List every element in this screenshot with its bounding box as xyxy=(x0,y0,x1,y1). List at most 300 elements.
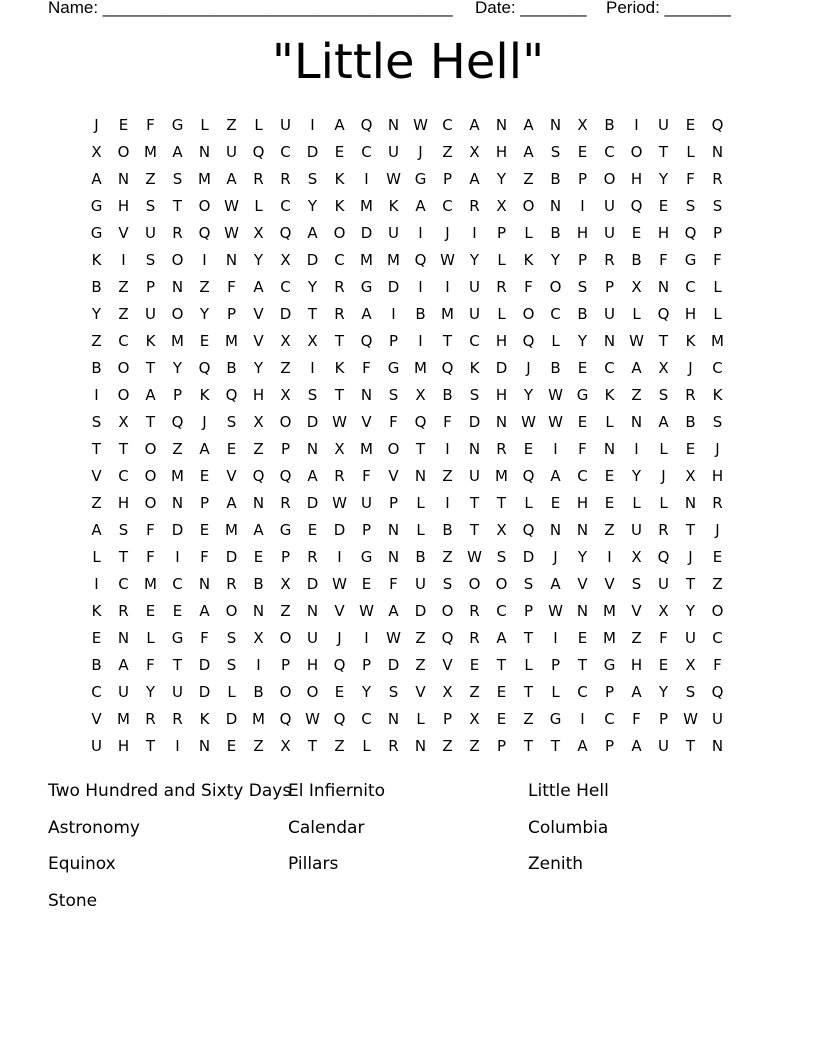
grid-letter[interactable]: A xyxy=(199,439,210,458)
grid-letter[interactable]: Q xyxy=(441,358,454,377)
grid-letter[interactable]: B xyxy=(442,520,453,539)
grid-letter[interactable]: F xyxy=(362,466,371,485)
grid-letter[interactable]: F xyxy=(524,277,533,296)
grid-letter[interactable]: H xyxy=(117,493,130,512)
grid-letter[interactable]: A xyxy=(631,736,642,755)
grid-letter[interactable]: V xyxy=(388,466,399,485)
grid-letter[interactable]: L xyxy=(92,547,101,566)
grid-letter[interactable]: N xyxy=(252,601,265,620)
grid-letter[interactable]: A xyxy=(361,304,372,323)
grid-letter[interactable]: U xyxy=(361,493,372,512)
grid-letter[interactable]: B xyxy=(550,223,561,242)
grid-letter[interactable]: A xyxy=(388,601,399,620)
grid-letter[interactable]: D xyxy=(306,574,319,593)
grid-letter[interactable]: O xyxy=(279,628,292,647)
grid-letter[interactable]: G xyxy=(360,547,373,566)
grid-letter[interactable]: L xyxy=(362,736,371,755)
grid-letter[interactable]: Z xyxy=(442,547,453,566)
grid-letter[interactable]: D xyxy=(279,304,292,323)
grid-letter[interactable]: S xyxy=(469,385,480,404)
grid-letter[interactable]: C xyxy=(712,628,723,647)
grid-letter[interactable]: R xyxy=(712,169,723,188)
grid-letter[interactable]: U xyxy=(415,574,426,593)
grid-letter[interactable]: U xyxy=(658,736,669,755)
grid-letter[interactable]: T xyxy=(442,331,453,350)
grid-letter[interactable]: C xyxy=(91,682,102,701)
grid-letter[interactable]: B xyxy=(631,250,642,269)
grid-letter[interactable]: I xyxy=(553,439,558,458)
grid-letter[interactable]: A xyxy=(523,115,534,134)
grid-letter[interactable]: H xyxy=(576,223,589,242)
grid-letter[interactable]: S xyxy=(685,682,696,701)
grid-letter[interactable]: D xyxy=(198,655,211,674)
grid-letter[interactable]: K xyxy=(334,169,345,188)
grid-letter[interactable]: X xyxy=(415,385,426,404)
grid-letter[interactable]: T xyxy=(307,304,318,323)
grid-letter[interactable]: T xyxy=(145,736,156,755)
grid-letter[interactable]: U xyxy=(226,142,237,161)
grid-letter[interactable]: Q xyxy=(360,331,373,350)
grid-letter[interactable]: N xyxy=(549,520,562,539)
grid-letter[interactable]: M xyxy=(171,466,184,485)
grid-letter[interactable]: U xyxy=(604,223,615,242)
grid-letter[interactable]: R xyxy=(469,196,480,215)
grid-letter[interactable]: A xyxy=(631,682,642,701)
grid-letter[interactable]: N xyxy=(225,250,238,269)
grid-letter[interactable]: O xyxy=(144,466,157,485)
grid-letter[interactable]: P xyxy=(361,520,372,539)
grid-letter[interactable]: L xyxy=(524,223,533,242)
grid-letter[interactable]: T xyxy=(550,736,561,755)
grid-letter[interactable]: I xyxy=(607,547,612,566)
grid-letter[interactable]: H xyxy=(117,736,130,755)
grid-letter[interactable]: M xyxy=(360,196,373,215)
grid-letter[interactable]: M xyxy=(144,574,157,593)
grid-letter[interactable]: S xyxy=(118,520,129,539)
grid-letter[interactable]: E xyxy=(469,655,480,674)
grid-letter[interactable]: D xyxy=(306,142,319,161)
grid-letter[interactable]: O xyxy=(468,574,481,593)
grid-letter[interactable]: R xyxy=(469,601,480,620)
grid-letter[interactable]: J xyxy=(337,628,342,647)
grid-letter[interactable]: M xyxy=(495,466,508,485)
grid-letter[interactable]: J xyxy=(202,412,207,431)
grid-letter[interactable]: O xyxy=(225,601,238,620)
grid-letter[interactable]: Z xyxy=(415,628,426,647)
grid-letter[interactable]: B xyxy=(226,358,237,377)
grid-letter[interactable]: U xyxy=(604,304,615,323)
grid-letter[interactable]: C xyxy=(604,358,615,377)
grid-letter[interactable]: E xyxy=(307,520,318,539)
grid-letter[interactable]: H xyxy=(684,304,697,323)
grid-letter[interactable]: S xyxy=(388,385,399,404)
grid-letter[interactable]: Z xyxy=(631,628,642,647)
grid-letter[interactable]: A xyxy=(496,628,507,647)
grid-letter[interactable]: D xyxy=(468,412,481,431)
grid-letter[interactable]: X xyxy=(631,547,642,566)
grid-letter[interactable]: Q xyxy=(171,412,184,431)
grid-letter[interactable]: X xyxy=(280,331,291,350)
grid-letter[interactable]: L xyxy=(200,115,209,134)
grid-letter[interactable]: F xyxy=(146,520,155,539)
grid-letter[interactable]: N xyxy=(171,277,184,296)
grid-letter[interactable]: P xyxy=(658,709,669,728)
grid-letter[interactable]: H xyxy=(117,196,130,215)
grid-letter[interactable]: I xyxy=(580,709,585,728)
grid-letter[interactable]: Z xyxy=(118,277,129,296)
grid-letter[interactable]: O xyxy=(306,682,319,701)
grid-letter[interactable]: T xyxy=(658,331,669,350)
grid-letter[interactable]: X xyxy=(658,601,669,620)
grid-letter[interactable]: X xyxy=(307,331,318,350)
grid-letter[interactable]: W xyxy=(440,250,455,269)
grid-letter[interactable]: N xyxy=(684,493,697,512)
grid-letter[interactable]: R xyxy=(604,250,615,269)
grid-letter[interactable]: X xyxy=(442,682,453,701)
grid-letter[interactable]: E xyxy=(712,547,723,566)
grid-letter[interactable]: A xyxy=(631,358,642,377)
grid-letter[interactable]: N xyxy=(198,142,211,161)
grid-letter[interactable]: B xyxy=(442,385,453,404)
grid-letter[interactable]: G xyxy=(414,169,427,188)
grid-letter[interactable]: U xyxy=(145,223,156,242)
grid-letter[interactable]: M xyxy=(225,520,238,539)
grid-letter[interactable]: N xyxy=(387,520,400,539)
grid-letter[interactable]: U xyxy=(604,196,615,215)
grid-letter[interactable]: Q xyxy=(360,115,373,134)
grid-letter[interactable]: I xyxy=(121,250,126,269)
grid-letter[interactable]: H xyxy=(657,223,670,242)
grid-letter[interactable]: Z xyxy=(334,736,345,755)
grid-letter[interactable]: U xyxy=(631,520,642,539)
grid-letter[interactable]: I xyxy=(418,331,423,350)
grid-letter[interactable]: D xyxy=(387,655,400,674)
grid-letter[interactable]: J xyxy=(661,466,666,485)
grid-letter[interactable]: L xyxy=(632,493,641,512)
grid-letter[interactable]: K xyxy=(469,358,480,377)
grid-letter[interactable]: F xyxy=(713,655,722,674)
grid-letter[interactable]: C xyxy=(172,574,183,593)
grid-letter[interactable]: A xyxy=(550,574,561,593)
grid-letter[interactable]: B xyxy=(550,358,561,377)
grid-letter[interactable]: R xyxy=(334,466,345,485)
grid-letter[interactable]: X xyxy=(469,709,480,728)
grid-letter[interactable]: Q xyxy=(252,142,265,161)
grid-letter[interactable]: V xyxy=(334,601,345,620)
grid-letter[interactable]: L xyxy=(659,493,668,512)
grid-letter[interactable]: R xyxy=(118,601,129,620)
grid-letter[interactable]: R xyxy=(334,277,345,296)
grid-letter[interactable]: T xyxy=(523,736,534,755)
grid-letter[interactable]: Z xyxy=(523,709,534,728)
grid-letter[interactable]: Z xyxy=(469,682,480,701)
grid-letter[interactable]: M xyxy=(225,331,238,350)
grid-letter[interactable]: Y xyxy=(253,358,264,377)
grid-letter[interactable]: N xyxy=(387,115,400,134)
grid-letter[interactable]: C xyxy=(442,115,453,134)
grid-letter[interactable]: S xyxy=(226,655,237,674)
grid-letter[interactable]: R xyxy=(226,574,237,593)
grid-letter[interactable]: B xyxy=(91,655,102,674)
grid-letter[interactable]: Z xyxy=(631,385,642,404)
grid-letter[interactable]: Z xyxy=(145,169,156,188)
grid-letter[interactable]: A xyxy=(307,466,318,485)
grid-letter[interactable]: L xyxy=(713,277,722,296)
grid-letter[interactable]: Q xyxy=(522,466,535,485)
grid-letter[interactable]: E xyxy=(496,682,507,701)
grid-letter[interactable]: T xyxy=(172,196,183,215)
grid-letter[interactable]: I xyxy=(337,547,342,566)
grid-letter[interactable]: O xyxy=(441,601,454,620)
grid-letter[interactable]: T xyxy=(307,736,318,755)
grid-letter[interactable]: C xyxy=(712,358,723,377)
grid-letter[interactable]: O xyxy=(603,169,616,188)
grid-letter[interactable]: E xyxy=(145,601,156,620)
grid-letter[interactable]: X xyxy=(253,628,264,647)
grid-letter[interactable]: W xyxy=(413,115,428,134)
grid-letter[interactable]: P xyxy=(226,304,237,323)
grid-letter[interactable]: Q xyxy=(441,628,454,647)
grid-letter[interactable]: X xyxy=(253,223,264,242)
grid-letter[interactable]: W xyxy=(332,493,347,512)
grid-letter[interactable]: Q xyxy=(225,385,238,404)
grid-letter[interactable]: A xyxy=(469,169,480,188)
grid-letter[interactable]: P xyxy=(550,655,561,674)
grid-letter[interactable]: I xyxy=(445,493,450,512)
grid-letter[interactable]: P xyxy=(496,736,507,755)
grid-letter[interactable]: V xyxy=(442,655,453,674)
grid-letter[interactable]: F xyxy=(389,574,398,593)
grid-letter[interactable]: U xyxy=(280,115,291,134)
grid-letter[interactable]: S xyxy=(226,628,237,647)
grid-letter[interactable]: I xyxy=(94,574,99,593)
grid-letter[interactable]: A xyxy=(523,142,534,161)
grid-letter[interactable]: I xyxy=(175,736,180,755)
grid-letter[interactable]: X xyxy=(685,655,696,674)
grid-letter[interactable]: L xyxy=(254,196,263,215)
grid-letter[interactable]: T xyxy=(145,412,156,431)
grid-letter[interactable]: L xyxy=(497,250,506,269)
grid-letter[interactable]: T xyxy=(577,655,588,674)
grid-letter[interactable]: E xyxy=(226,439,237,458)
grid-letter[interactable]: Q xyxy=(252,466,265,485)
grid-letter[interactable]: O xyxy=(522,196,535,215)
grid-letter[interactable]: U xyxy=(712,709,723,728)
grid-letter[interactable]: U xyxy=(685,628,696,647)
grid-letter[interactable]: V xyxy=(91,466,102,485)
grid-letter[interactable]: E xyxy=(199,520,210,539)
grid-letter[interactable]: S xyxy=(145,196,156,215)
grid-letter[interactable]: W xyxy=(386,169,401,188)
grid-letter[interactable]: L xyxy=(632,304,641,323)
grid-letter[interactable]: R xyxy=(307,547,318,566)
grid-letter[interactable]: N xyxy=(576,601,589,620)
grid-letter[interactable]: E xyxy=(334,682,345,701)
grid-letter[interactable]: Q xyxy=(333,655,346,674)
grid-letter[interactable]: E xyxy=(496,709,507,728)
grid-letter[interactable]: L xyxy=(524,493,533,512)
grid-letter[interactable]: F xyxy=(659,250,668,269)
grid-letter[interactable]: T xyxy=(469,493,480,512)
grid-letter[interactable]: C xyxy=(361,142,372,161)
grid-letter[interactable]: U xyxy=(145,304,156,323)
grid-letter[interactable]: O xyxy=(171,250,184,269)
grid-letter[interactable]: E xyxy=(604,466,615,485)
grid-letter[interactable]: T xyxy=(469,520,480,539)
grid-letter[interactable]: F xyxy=(146,547,155,566)
grid-letter[interactable]: T xyxy=(685,574,696,593)
grid-letter[interactable]: G xyxy=(279,520,292,539)
grid-letter[interactable]: E xyxy=(334,142,345,161)
grid-letter[interactable]: S xyxy=(712,196,723,215)
grid-letter[interactable]: M xyxy=(603,601,616,620)
grid-letter[interactable]: G xyxy=(360,277,373,296)
grid-letter[interactable]: H xyxy=(252,385,265,404)
grid-letter[interactable]: K xyxy=(523,250,534,269)
grid-letter[interactable]: Q xyxy=(522,520,535,539)
grid-letter[interactable]: L xyxy=(416,709,425,728)
grid-letter[interactable]: R xyxy=(172,223,183,242)
grid-letter[interactable]: M xyxy=(603,628,616,647)
grid-letter[interactable]: I xyxy=(364,169,369,188)
grid-letter[interactable]: H xyxy=(711,466,724,485)
grid-letter[interactable]: Z xyxy=(172,439,183,458)
grid-letter[interactable]: T xyxy=(145,358,156,377)
grid-letter[interactable]: F xyxy=(200,547,209,566)
grid-letter[interactable]: T xyxy=(496,493,507,512)
grid-letter[interactable]: I xyxy=(418,223,423,242)
grid-letter[interactable]: T xyxy=(658,142,669,161)
grid-letter[interactable]: K xyxy=(199,709,210,728)
grid-letter[interactable]: G xyxy=(90,196,103,215)
grid-letter[interactable]: Y xyxy=(307,277,318,296)
grid-letter[interactable]: P xyxy=(577,169,588,188)
grid-letter[interactable]: F xyxy=(146,115,155,134)
grid-letter[interactable]: E xyxy=(550,493,561,512)
grid-letter[interactable]: P xyxy=(388,331,399,350)
grid-letter[interactable]: N xyxy=(495,115,508,134)
grid-letter[interactable]: N xyxy=(414,466,427,485)
grid-letter[interactable]: E xyxy=(199,331,210,350)
grid-letter[interactable]: H xyxy=(306,655,319,674)
grid-letter[interactable]: G xyxy=(684,250,697,269)
grid-letter[interactable]: R xyxy=(388,736,399,755)
grid-letter[interactable]: N xyxy=(387,709,400,728)
grid-letter[interactable]: A xyxy=(91,169,102,188)
grid-letter[interactable]: I xyxy=(472,223,477,242)
grid-letter[interactable]: N xyxy=(630,412,643,431)
grid-letter[interactable]: O xyxy=(198,196,211,215)
grid-letter[interactable]: E xyxy=(577,412,588,431)
grid-letter[interactable]: A xyxy=(658,412,669,431)
grid-letter[interactable]: A xyxy=(91,520,102,539)
grid-letter[interactable]: W xyxy=(359,601,374,620)
grid-letter[interactable]: D xyxy=(495,358,508,377)
grid-letter[interactable]: Q xyxy=(522,331,535,350)
grid-letter[interactable]: C xyxy=(118,574,129,593)
grid-letter[interactable]: G xyxy=(576,385,589,404)
grid-letter[interactable]: P xyxy=(172,385,183,404)
grid-letter[interactable]: F xyxy=(659,628,668,647)
grid-letter[interactable]: S xyxy=(388,682,399,701)
grid-letter[interactable]: Y xyxy=(685,601,696,620)
grid-letter[interactable]: C xyxy=(280,196,291,215)
grid-letter[interactable]: S xyxy=(496,547,507,566)
grid-letter[interactable]: Z xyxy=(523,169,534,188)
grid-letter[interactable]: L xyxy=(605,412,614,431)
grid-letter[interactable]: Y xyxy=(307,196,318,215)
grid-letter[interactable]: N xyxy=(603,439,616,458)
grid-letter[interactable]: M xyxy=(414,358,427,377)
grid-letter[interactable]: D xyxy=(306,493,319,512)
grid-letter[interactable]: V xyxy=(118,223,129,242)
grid-letter[interactable]: Z xyxy=(91,493,102,512)
grid-letter[interactable]: V xyxy=(361,412,372,431)
grid-letter[interactable]: H xyxy=(495,385,508,404)
grid-letter[interactable]: R xyxy=(469,628,480,647)
grid-letter[interactable]: E xyxy=(577,358,588,377)
grid-letter[interactable]: F xyxy=(713,250,722,269)
grid-letter[interactable]: B xyxy=(685,412,696,431)
grid-letter[interactable]: A xyxy=(253,520,264,539)
grid-letter[interactable]: X xyxy=(496,196,507,215)
grid-letter[interactable]: X xyxy=(469,142,480,161)
grid-letter[interactable]: L xyxy=(146,628,155,647)
grid-letter[interactable]: Y xyxy=(658,682,669,701)
grid-letter[interactable]: Z xyxy=(253,736,264,755)
grid-letter[interactable]: I xyxy=(364,628,369,647)
grid-letter[interactable]: O xyxy=(117,142,130,161)
grid-letter[interactable]: W xyxy=(548,601,563,620)
grid-letter[interactable]: U xyxy=(658,115,669,134)
grid-letter[interactable]: Q xyxy=(711,682,724,701)
grid-letter[interactable]: Y xyxy=(145,682,156,701)
grid-letter[interactable]: B xyxy=(604,115,615,134)
grid-letter[interactable]: P xyxy=(280,439,291,458)
grid-letter[interactable]: G xyxy=(171,115,184,134)
grid-letter[interactable]: J xyxy=(715,520,720,539)
grid-letter[interactable]: D xyxy=(333,520,346,539)
grid-letter[interactable]: B xyxy=(91,277,102,296)
grid-letter[interactable]: L xyxy=(551,682,560,701)
grid-letter[interactable]: I xyxy=(634,115,639,134)
grid-letter[interactable]: I xyxy=(553,628,558,647)
grid-letter[interactable]: I xyxy=(310,115,315,134)
grid-letter[interactable]: J xyxy=(418,142,423,161)
grid-letter[interactable]: S xyxy=(307,169,318,188)
grid-letter[interactable]: Z xyxy=(280,601,291,620)
grid-letter[interactable]: L xyxy=(551,331,560,350)
grid-letter[interactable]: U xyxy=(172,682,183,701)
grid-letter[interactable]: C xyxy=(604,709,615,728)
grid-letter[interactable]: W xyxy=(332,412,347,431)
grid-letter[interactable]: N xyxy=(198,736,211,755)
grid-letter[interactable]: T xyxy=(334,331,345,350)
grid-letter[interactable]: N xyxy=(117,628,130,647)
grid-letter[interactable]: T xyxy=(118,547,129,566)
grid-letter[interactable]: D xyxy=(171,520,184,539)
grid-letter[interactable]: O xyxy=(171,304,184,323)
grid-letter[interactable]: F xyxy=(200,628,209,647)
grid-letter[interactable]: X xyxy=(280,736,291,755)
grid-letter[interactable]: C xyxy=(496,601,507,620)
grid-letter[interactable]: S xyxy=(91,412,102,431)
grid-letter[interactable]: A xyxy=(172,142,183,161)
grid-letter[interactable]: M xyxy=(252,709,265,728)
grid-letter[interactable]: D xyxy=(360,223,373,242)
grid-letter[interactable]: Y xyxy=(496,169,507,188)
grid-letter[interactable]: V xyxy=(226,466,237,485)
